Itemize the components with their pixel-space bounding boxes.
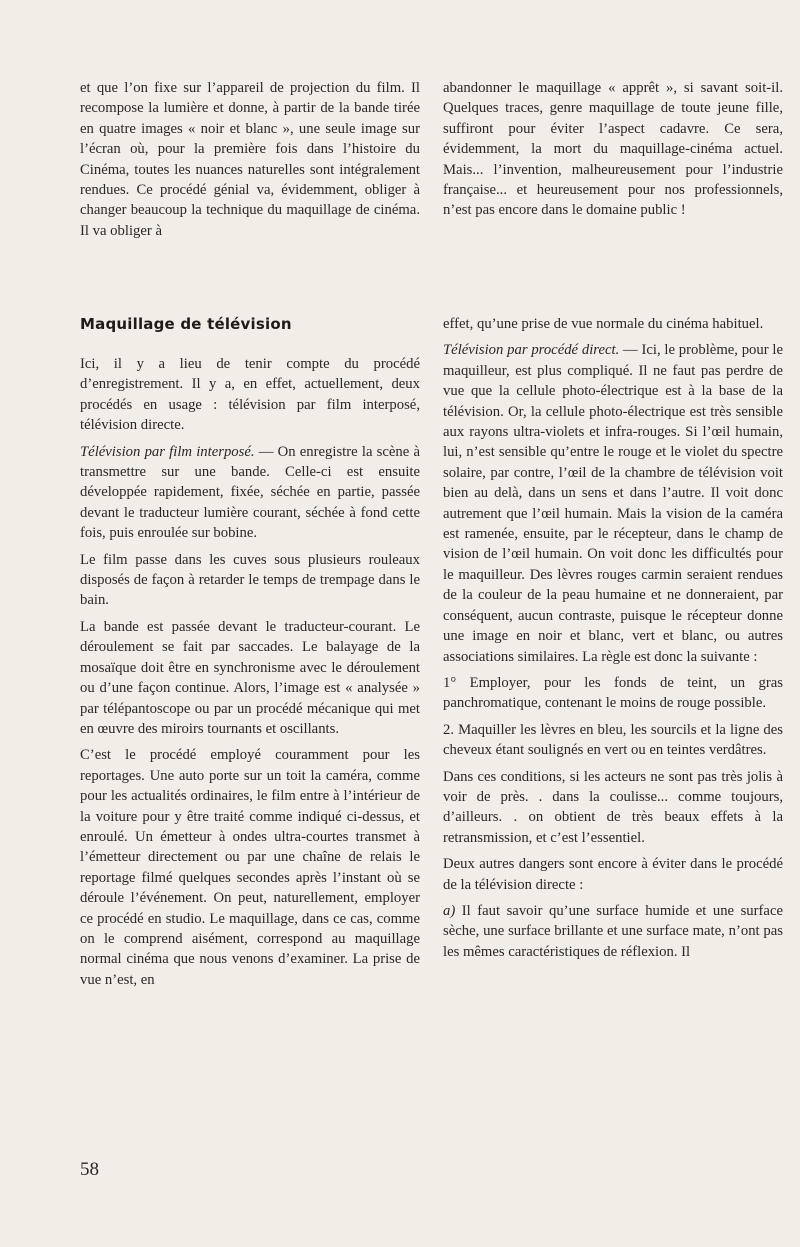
- section-heading: Maquillage de télévision: [80, 315, 292, 333]
- italic-lead: Télévision par procédé direct.: [443, 342, 620, 359]
- italic-lead: Télévision par film interposé.: [80, 443, 255, 460]
- top-left-column: [80, 78, 420, 241]
- paragraph: Ici, il y a lieu de tenir compte du procédé d’enregistrement. Il y a, en effet, actuellement, deux procédés en usage : télévision par film interposé, télévision directe.: [80, 356, 420, 434]
- paragraph: La bande est passée devant le traducteur-courant. Le déroulement se fait par saccades. Le balayage de la mosaïque doit être en synchronisme avec le déroulement ou d’une façon continue. Alors, l’image est « analysée » par télépantoscope ou par un procédé mécanique qui met en œuvre des miroirs tournants et oscillants.: [80, 618, 420, 737]
- right-column: [443, 314, 783, 962]
- paragraph-text: Il faut savoir qu’une surface humide et une surface sèche, une surface brillante et une surface mate, n’ont pas les mêmes caractéristiques de réflexion. Il: [443, 902, 783, 960]
- paragraph: Deux autres dangers sont encore à éviter dans le procédé de la télévision directe :: [443, 856, 783, 893]
- top-right-paragraph: abandonner le maquillage « apprêt », si savant soit-il. Quelques traces, genre maquillage de toute jeune fille, suffiront pour éviter l’aspect cadavre. Ce sera, évidemment, la mort du maquillage-cinéma actuel. Mais... l’invention, malheureusement pour l’industrie française... et heureusement pour nos professionnels, n’est pas encore dans le domaine public !: [443, 80, 783, 219]
- paragraph: [80, 442, 420, 544]
- top-left-paragraph: et que l’on fixe sur l’appareil de projection du film. Il recompose la lumière et donne, à partir de la bande tirée en quatre images « noir et blanc », une seule image sur l’écran où, pour la première fois dans l’histoire du Cinéma, toutes les nuances naturelles sont intégralement rendues. Ce procédé génial va, évidemment, obliger à changer beaucoup la technique du maquillage de cinéma. Il va obliger à: [80, 80, 420, 239]
- paragraph: Le film passe dans les cuves sous plusieurs rouleaux disposés de façon à retarder le temps de trempage dans le bain.: [80, 551, 420, 609]
- paragraph: [443, 340, 783, 667]
- paragraph: [443, 901, 783, 962]
- paragraph: 2. Maquiller les lèvres en bleu, les sourcils et la ligne des cheveux étant soulignés en vert ou en teintes verdâtres.: [443, 721, 783, 759]
- italic-lead: a): [443, 902, 456, 919]
- paragraph-text: — On enregistre la scène à transmettre sur une bande. Celle-ci est ensuite développée rapidement, fixée, séchée en partie, passée devant le traducteur lumière courant, séchée à fond cette fois, puis enroulée sur bobine.: [80, 443, 420, 542]
- paragraph: Dans ces conditions, si les acteurs ne sont pas très jolis à voir de près. . dans la coulisse... comme toujours, d’ailleurs. . on obtient de très beaux effets à la retransmission, et c’est l’essentiel.: [443, 768, 783, 846]
- paragraph-text: — Ici, le problème, pour le maquilleur, est plus compliqué. Il ne faut pas perdre de vue que la cellule photo-électrique est à la base de la télévision. Or, la cellule photo-électrique est très sensible aux rayons ultra-violets et infra-rouges. Si l’œil humain, lui, n’est sensible qu’entre le rouge et le violet du spectre solaire, par contre, l’œil de la chambre de télévision voit bien au delà, dans un sens et dans l’autre. Il voit donc autrement que l’œil humain. Mais la vision de la caméra est ramenée, ensuite, par le récepteur, dans le champ de vision de l’œil humain. On voit donc les difficultés pour le maquilleur. Des lèvres rouges carmin seraient rendues de la couleur de la peau humaine et ne donneraient, par conséquent, aucun contraste, puisque le récepteur donne une image en noir et blanc, vert et blanc, ou autres associations similaires. La règle est donc la suivante :: [443, 342, 784, 665]
- top-right-column: [443, 78, 783, 221]
- left-column: [80, 314, 420, 990]
- paragraph: C’est le procédé employé couramment pour les reportages. Une auto porte sur un toit la caméra, comme pour les actualités ordinaires, le film entre à l’intérieur de la voiture pour y être traité comme indiqué ci-dessus, et enroulé. Un émetteur à ondes ultra-courtes transmet à l’émetteur directement ou par une chaîne de relais le reportage filmé quelques secondes après l’instant où se déroule l’événement. On peut, naturellement, employer ce procédé en studio. Le maquillage, dans ce cas, comme on le comprend aisément, correspond au maquillage normal cinéma que nous venons d’examiner. La prise de vue n’est, en: [80, 747, 420, 988]
- paragraph: 1° Employer, pour les fonds de teint, un gras panchromatique, contenant le moins de rouge possible.: [443, 674, 783, 712]
- page-number: 58: [80, 1159, 99, 1180]
- paragraph: effet, qu’une prise de vue normale du cinéma habituel.: [443, 316, 764, 332]
